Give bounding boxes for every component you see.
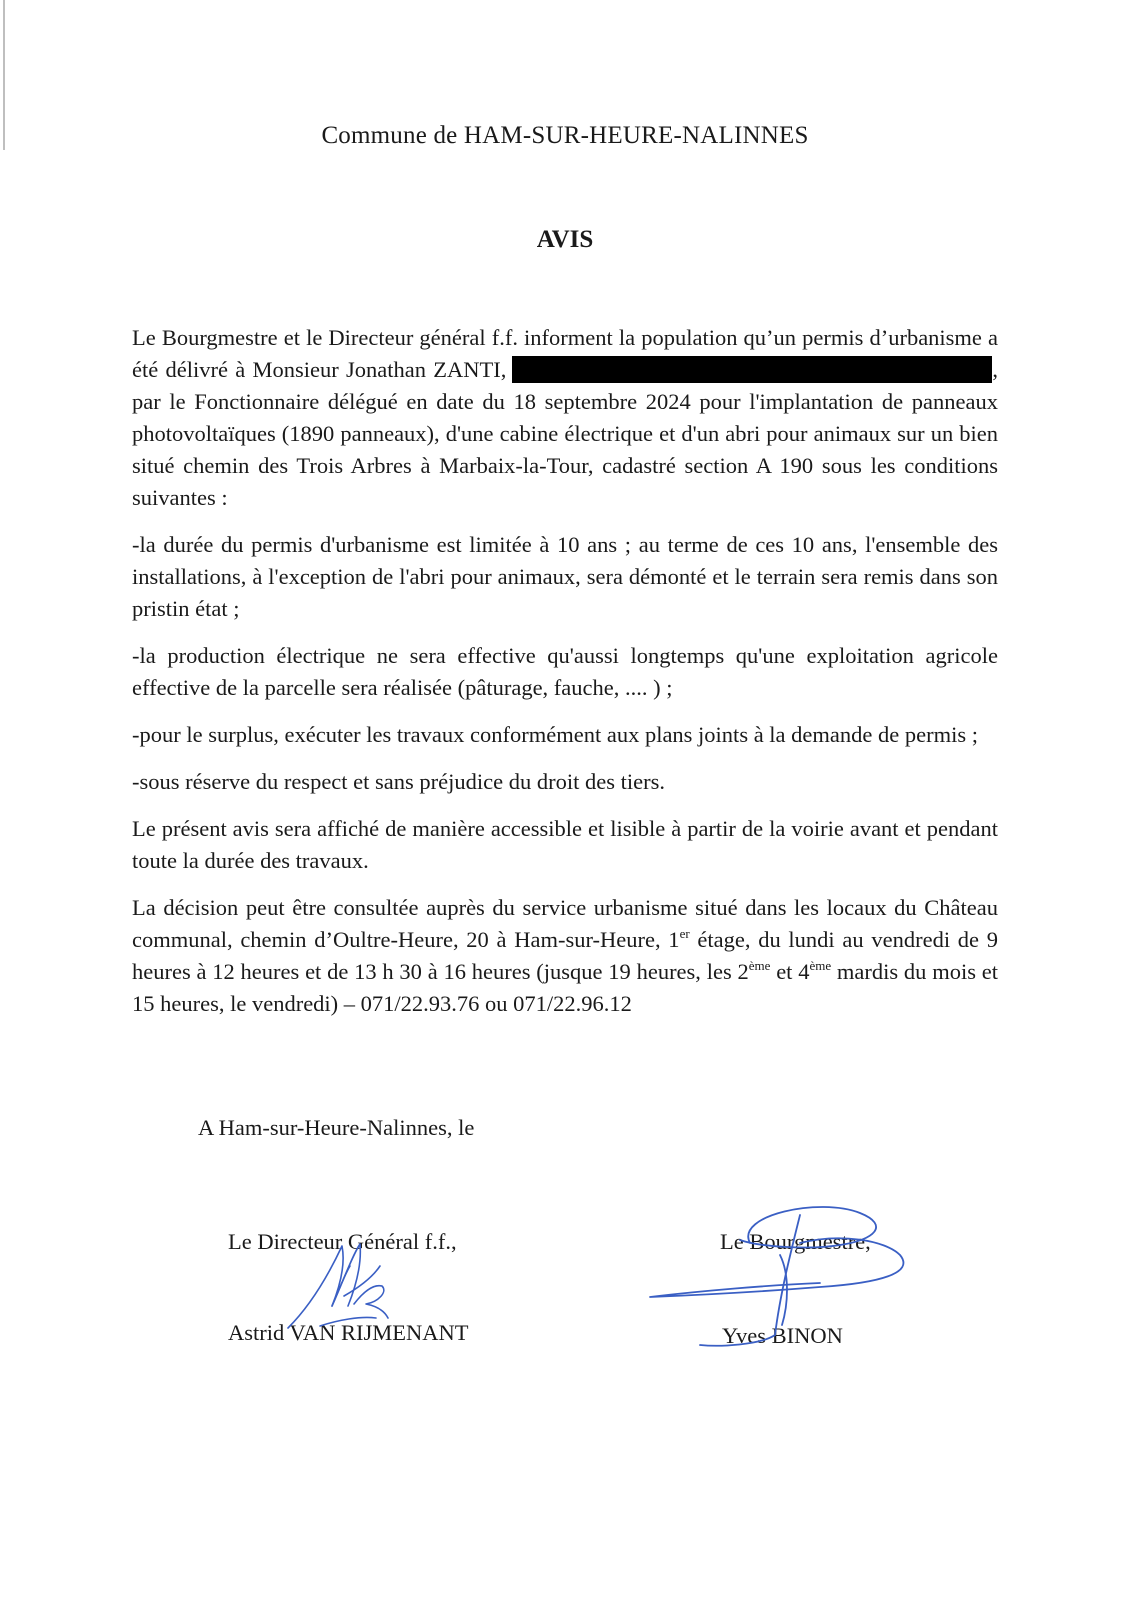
permit-text-part1: Le Bourgmestre et le Directeur général f.f. informent la population qu’un permis d’urbanisme a été délivré à Monsieur Jonathan ZANTI, bbox=[132, 325, 998, 382]
director-name: Astrid VAN RIJMENANT bbox=[228, 1320, 469, 1345]
condition-item: -la durée du permis d'urbanisme est limitée à 10 ans ; au terme de ces 10 ans, l'ensemble des installations, à l'exception de l'abri pour animaux, sera démonté et le terrain sera remis dans son pristin état ; bbox=[132, 532, 998, 621]
municipality-header: Commune de HAM-SUR-HEURE-NALINNES bbox=[321, 122, 809, 149]
consultation-part2: étage, du lundi au vendredi de 9 heures à 12 heures et de 13 h 30 à 16 heures (jusque 19 heures, les 2 bbox=[132, 927, 998, 984]
mayor-signature bbox=[640, 1195, 920, 1365]
superscript: er bbox=[679, 926, 690, 941]
redaction-block bbox=[784, 356, 992, 383]
mayor-name: Yves BINON bbox=[722, 1323, 843, 1348]
permit-paragraph bbox=[132, 322, 998, 514]
notice-body bbox=[132, 322, 998, 1035]
redaction-block bbox=[512, 356, 784, 383]
director-signature bbox=[280, 1236, 410, 1336]
superscript: ème bbox=[748, 958, 771, 973]
consultation-part1: La décision peut être consultée auprès du service urbanisme situé dans les locaux du Château communal, chemin d’Oultre-Heure, 20 à Ham-sur-Heure, 1 bbox=[132, 895, 998, 952]
consultation-part4: mardis du mois et 15 heures, le vendredi) – 071/22.93.76 ou 071/22.96.12 bbox=[132, 959, 998, 1016]
consultation-part3: et 4 bbox=[770, 959, 810, 984]
director-title: Le Directeur Général f.f., bbox=[228, 1229, 457, 1254]
condition-item: -la production électrique ne sera effective qu'aussi longtemps qu'une exploitation agricole effective de la parcelle sera réalisée (pâturage, fauche, .... ) ; bbox=[132, 643, 998, 700]
notice-title: AVIS bbox=[536, 226, 594, 253]
condition-item: -sous réserve du respect et sans préjudice du droit des tiers. bbox=[132, 769, 665, 794]
superscript: ème bbox=[809, 958, 832, 973]
permit-text-part2: , par le Fonctionnaire délégué en date du 18 septembre 2024 pour l'implantation de panneaux photovoltaïques (1890 panneaux), d'une cabine électrique et d'un abri pour animaux sur un bien situé chemin des Trois Arbres à Marbaix-la-Tour, cadastré section A 190 sous les conditions suivantes : bbox=[132, 357, 998, 510]
condition-item: -pour le surplus, exécuter les travaux conformément aux plans joints à la demande de permis ; bbox=[132, 722, 978, 747]
place-date-line: A Ham-sur-Heure-Nalinnes, le bbox=[198, 1115, 475, 1140]
mayor-title: Le Bourgmestre, bbox=[720, 1229, 871, 1254]
display-notice: Le présent avis sera affiché de manière accessible et lisible à partir de la voirie avant et pendant toute la durée des travaux. bbox=[132, 816, 998, 873]
consultation-paragraph bbox=[132, 892, 998, 1020]
